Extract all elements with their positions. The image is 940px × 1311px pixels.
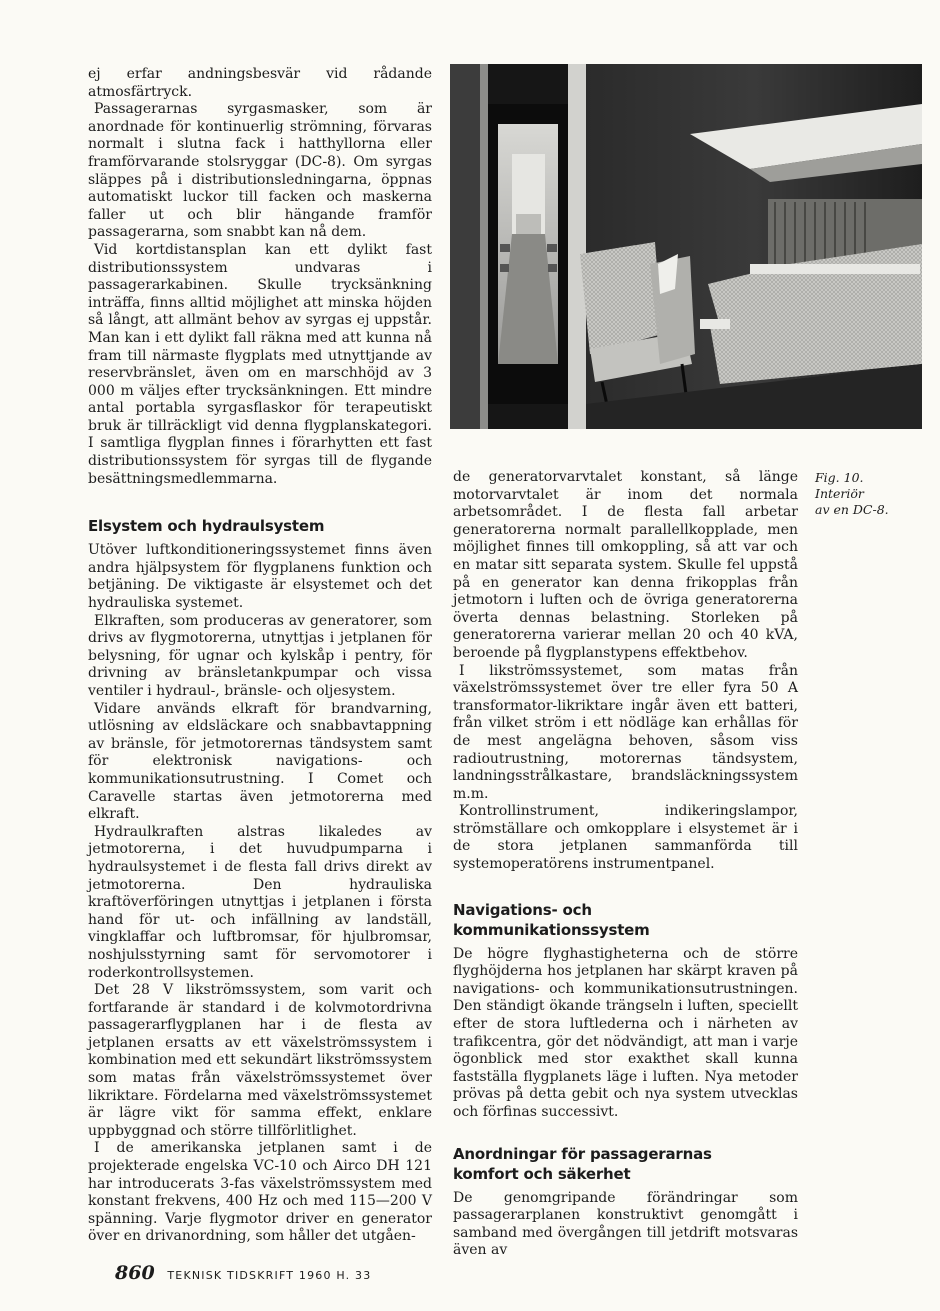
paragraph: I likströmssystemet, som matas från växelströmssystemet över tre eller fyra 50 A transformator-likriktare ingår även ett batteri, från vilket ström i ett nödläge kan erhållas för de mest angelägna behoven, såsom viss radioutrustning, motorernas tändsystem, landningsstrålkastare, brandsläckningssystem m.m. bbox=[453, 662, 798, 802]
paragraph: Kontrollinstrument, indikeringslampor, strömställare och omkopplare i elsystemet är i de stora jetplanen sammanförda till systemoperatörens instrumentpanel. bbox=[453, 803, 798, 873]
right-column bbox=[453, 469, 798, 1260]
section-heading: Elsystem och hydraulsystem bbox=[88, 517, 325, 536]
paragraph: De genomgripande förändringar som passagerarplanen konstruktivt genomgått i samband med övergången till jetdrift motsvaras även av bbox=[453, 1189, 798, 1259]
paragraph: Passagerarnas syrgasmasker, som är anordnade för kontinuerlig strömning, förvaras normalt i slutna fack i hatthyllorna eller framförvarande stolsryggar (DC-8). Om syrgas släppes på i distributionsledningarna, öppnas automatiskt luckor till facken och maskerna faller ut och blir hängande framför passagerarna, som snabbt kan nå dem. bbox=[88, 101, 432, 241]
paragraph: Vid kortdistansplan kan ett dylikt fast distributionssystem undvaras i passagerarkabinen. Skulle trycksänkning inträffa, finns alltid möjlighet att minska höjden så långt, att allmänt behov av syrgas ej uppstår. Man kan i ett dylikt fall räkna med att kunna nå fram till närmaste flygplats med utnyttjande av reservbränslet, även om en marschhöjd av 3 000 m väljes efter trycksänkningen. Ett mindre antal portabla syrgasflaskor för terapeutiskt bruk är tillräckligt vid denna flygplanskategori. I samtliga flygplan finnes i förarhytten ett fast distributionssystem för syrgas till de flygande besättningsmedlemmarna. bbox=[88, 241, 432, 487]
paragraph: de generatorvarvtalet konstant, så länge motorvarvtalet är inom det normala arbetsområdet. I de flesta fall arbetar generatorerna normalt parallellkopplade, men möjlighet finnes till omkoppling, så att var och en matar sitt separata system. Skulle fel uppstå på en generator kan denna frikopplas från jetmotorn i luften och de övriga generatorerna överta dennas belastning. Storleken på generatorerna varierar mellan 20 och 40 kVA, beroende på flygplanstypens effektbehov. bbox=[453, 469, 798, 661]
publication-name: TEKNISK TIDSKRIFT 1960 H. 33 bbox=[167, 1269, 372, 1282]
dc8-interior-photo bbox=[450, 64, 922, 429]
section-heading bbox=[453, 900, 798, 940]
caption-line: av en DC-8. bbox=[815, 502, 889, 517]
section-heading bbox=[453, 1144, 798, 1184]
page-footer bbox=[115, 1262, 371, 1284]
paragraph: Utöver luftkonditioneringssystemet finns även andra hjälpsystem för flygplanens funktion och betjäning. De viktigaste är elsystemet och det hydrauliska systemet. bbox=[88, 542, 432, 612]
paragraph: Hydraulkraften alstras likaledes av jetmotorerna, i det huvudpumparna i hydraulsystemet i de flesta fall drivs direkt av jetmotorerna. Den hydrauliska kraftöverföringen utnyttjas i jetplanen i första hand för ut- och infällning av landställ, vingklaffar och luftbromsar, för hjulbromsar, noshjulsstyrning samt för servomotorer i roderkontrollsystemen. bbox=[88, 823, 432, 981]
heading-line: Navigations- och bbox=[453, 900, 592, 919]
paragraph: Vidare används elkraft för brandvarning, utlösning av eldsläckare och snabbavtappning av bränsle, för jetmotorernas tändsystem samt för elektronisk navigations- och kommunikationsutrustning. I Comet och Caravelle startas även jetmotorerna med elkraft. bbox=[88, 700, 432, 823]
caption-line: Fig. 10. Interiör bbox=[815, 470, 864, 501]
paragraph: I de amerikanska jetplanen samt i de projekterade engelska VC-10 och Airco DH 121 har introducerats 3-fas växelströmssystem med konstant frekvens, 400 Hz och med 115—200 V spänning. Varje flygmotor driver en generator över en drivanordning, som håller det utgåen- bbox=[88, 1140, 432, 1245]
heading-line: Anordningar för passagerarnas bbox=[453, 1144, 712, 1163]
paragraph: De högre flyghastigheterna och de större flyghöjderna hos jetplanen har skärpt kraven på navigations- och kommunikationsutrustningen. Den ständigt ökande trängseln i luften, speciellt efter de stora luftlederna och i närheten av trafikcentra, gör det nödvändigt, att man i varje ögonblick med stor exakthet skall kunna fastställa flygplanets läge i luften. Nya metoder prövas på detta gebit och nya system utvecklas och förfinas successivt. bbox=[453, 945, 798, 1120]
paragraph: Elkraften, som produceras av generatorer, som drivs av flygmotorerna, utnyttjas i jetplanen för belysning, för ugnar och kylskåp i pentry, för drivning av bränsletankpumpar och vissa ventiler i hydraul-, bränsle- och oljesystem. bbox=[88, 612, 432, 699]
paragraph: ej erfar andningsbesvär vid rådande atmosfärtryck. bbox=[88, 66, 432, 100]
figure-caption bbox=[815, 470, 915, 518]
heading-line: komfort och säkerhet bbox=[453, 1164, 631, 1183]
left-column bbox=[88, 66, 432, 1246]
page-number: 860 bbox=[115, 1262, 155, 1284]
heading-line: kommunikationssystem bbox=[453, 920, 650, 939]
paragraph: Det 28 V likströmssystem, som varit och fortfarande är standard i de kolvmotordrivna passagerarflygplanen har i de flesta av jetplanen ersatts av ett växelströmssystem i kombination med ett sekundärt likströmssystem som matas från växelströmssystemet över likriktare. Fördelarna med växelströmssystemet är lägre vikt för samma effekt, enklare uppbyggnad och större tillförlitlighet. bbox=[88, 982, 432, 1139]
